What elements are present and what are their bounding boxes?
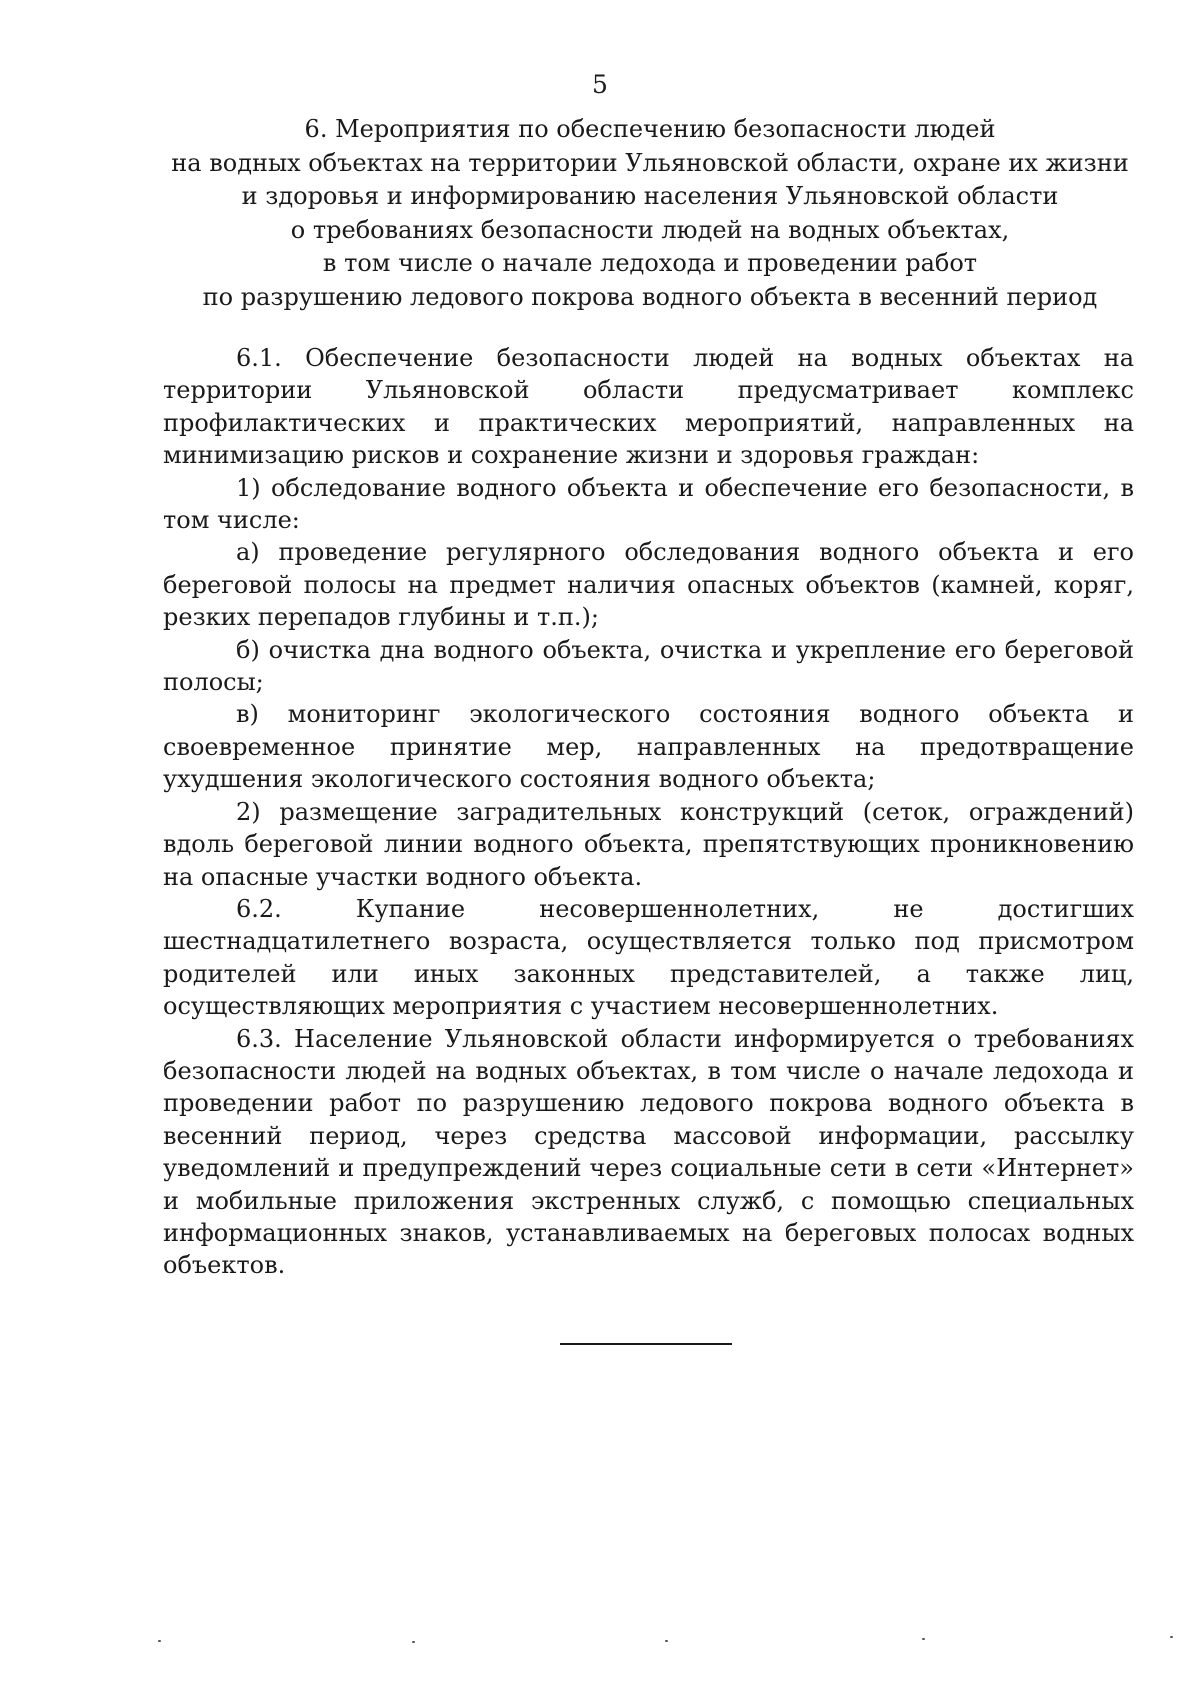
scan-speck — [1170, 1636, 1173, 1638]
heading-line: в том числе о начале ледохода и проведении работ — [322, 249, 978, 277]
scan-speck — [665, 1640, 668, 1642]
end-separator-line — [560, 1343, 732, 1345]
scan-speck — [158, 1640, 161, 1642]
paragraph-item-a: а) проведение регулярного обследования водного объекта и его береговой полосы на предмет наличия опасных объектов (камней, коряг, резких перепадов глубины и т.п.); — [163, 538, 1134, 632]
scan-speck — [412, 1641, 415, 1643]
heading-line: и здоровья и информированию населения Ульяновской области — [241, 182, 1059, 210]
heading-line: по разрушению ледового покрова водного объекта в весенний период — [202, 282, 1098, 311]
scan-speck — [922, 1638, 925, 1640]
paragraph-6-1: 6.1. Обеспечение безопасности людей на водных объектах на территории Ульяновской области предусматривает комплекс профилактических и практических мероприятий, направленных на минимизацию рисков и сохранение жизни и здоровья граждан: — [163, 344, 1134, 470]
page-number: 5 — [592, 70, 608, 99]
paragraph-item-b: б) очистка дна водного объекта, очистка и укрепление его береговой полосы; — [163, 635, 1134, 697]
paragraph-item-2: 2) размещение заградительных конструкций (сеток, ограждений) вдоль береговой линии водного объекта, препятствующих проникновению на опасные участки водного объекта. — [163, 797, 1134, 891]
paragraph-6-2: 6.2. Купание несовершеннолетних, не достигших шестнадцатилетнего возраста, осуществляется только под присмотром родителей или иных законных представителей, а также лиц, осуществляющих мероприятия с участием несовершеннолетних. — [163, 894, 1134, 1021]
paragraph-item-v: в) мониторинг экологического состояния водного объекта и своевременное принятие мер, направленных на предотвращение ухудшения экологического состояния водного объекта; — [163, 700, 1134, 794]
document-body — [163, 342, 1134, 1282]
heading-line: на водных объектах на территории Ульяновской области, охране их жизни — [171, 148, 1129, 177]
paragraph-item-1: 1) обследование водного объекта и обеспечение его безопасности, в том числе: — [163, 473, 1134, 535]
paragraph-6-3: 6.3. Население Ульяновской области информируется о требованиях безопасности людей на водных объектах, в том числе о начале ледохода и проведении работ по разрушению ледового покрова водного объекта в весенний период, через средства массовой информации, рассылку уведомлений и предупреждений через социальные сети в сети «Интернет» и мобильные приложения экстренных служб, с помощью специальных информационных знаков, устанавливаемых на береговых полосах водных объектов. — [163, 1024, 1134, 1280]
heading-line: 6. Мероприятия по обеспечению безопасности людей — [304, 115, 996, 143]
heading-line: о требованиях безопасности людей на водных объектах, — [290, 215, 1010, 244]
section-heading — [160, 113, 1140, 314]
